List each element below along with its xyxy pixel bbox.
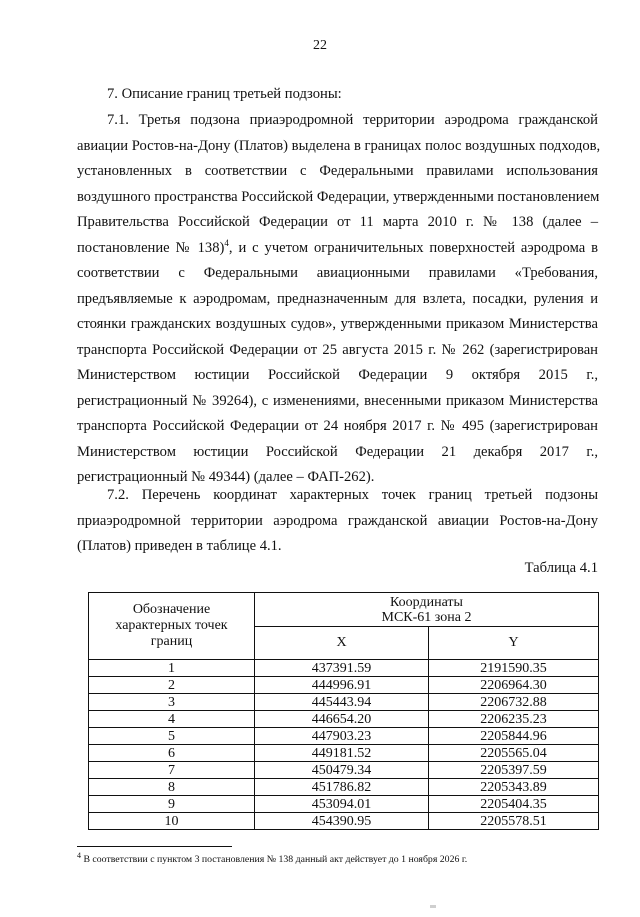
cell-x: 449181.52: [255, 745, 429, 762]
text-line: Министерством юстиции Российской Федерации 9 октября 2015 г.,: [77, 367, 598, 383]
page-number: 22: [313, 38, 327, 53]
cell-point: 7: [89, 762, 255, 779]
text-line: 7.1. Третья подзона приаэродромной территории аэродрома гражданской: [107, 112, 598, 128]
coordinates-table: [88, 592, 599, 830]
text-line: транспорта Российской Федерации от 25 августа 2015 г. № 262 (зарегистрирован: [77, 341, 598, 358]
text-line: стоянки гражданских воздушных судов», утвержденными приказом Министерства: [77, 316, 598, 332]
header-text: границ: [150, 634, 193, 649]
scan-artifact: [430, 905, 436, 908]
text-line: Правительства Российской Федерации от 11 марта 2010 г. № 138 (далее –: [77, 214, 598, 230]
table-row: [89, 677, 599, 694]
text-fragment: , и с учетом ограничительных поверхностей аэродрома в: [228, 239, 598, 256]
table-row: [89, 779, 599, 796]
cell-x: 444996.91: [255, 677, 429, 694]
header-coordinates: [255, 593, 599, 627]
cell-y: 2205404.35: [429, 796, 599, 813]
table-row: [89, 660, 599, 677]
cell-point: 8: [89, 779, 255, 796]
cell-y: 2205397.59: [429, 762, 599, 779]
cell-x: 447903.23: [255, 728, 429, 745]
cell-x: 446654.20: [255, 711, 429, 728]
text-line: авиации Ростов-на-Дону (Платов) выделена в границах полос воздушных подходов,: [77, 137, 601, 154]
table-caption: Таблица 4.1: [524, 560, 598, 576]
cell-point: 1: [89, 660, 255, 677]
table-row: [89, 728, 599, 745]
footnote-marker: 4: [77, 851, 81, 860]
cell-x: 451786.82: [255, 779, 429, 796]
footnote-text: В соответствии с пунктом 3 постановления № 138 данный акт действует до 1 ноября 2026 г.: [81, 854, 468, 865]
cell-point: 5: [89, 728, 255, 745]
cell-y: 2205578.51: [429, 813, 599, 830]
text-line: 7.2. Перечень координат характерных точек границ третьей подзоны: [107, 487, 598, 503]
text-line: Министерством юстиции Российской Федерации 21 декабря 2017 г.,: [77, 443, 598, 460]
cell-point: 2: [89, 677, 255, 694]
text-fragment: постановление № 138): [77, 239, 225, 256]
header-text: Координаты: [390, 594, 463, 610]
text-line: соответствии с Федеральными авиационными правилами «Требования,: [77, 265, 598, 281]
header-y: Y: [429, 627, 599, 660]
table-row: [89, 813, 599, 830]
table-row: [89, 762, 599, 779]
cell-point: 6: [89, 745, 255, 762]
section-7: [77, 82, 598, 108]
table-row: [89, 796, 599, 813]
header-text: характерных точек: [115, 618, 228, 633]
section-heading: 7. Описание границ третьей подзоны:: [107, 86, 342, 102]
header-x: X: [255, 627, 429, 660]
table-body: [89, 660, 599, 830]
cell-y: 2206235.23: [429, 711, 599, 728]
text-line: установленных в соответствии с Федеральными правилами использования: [77, 163, 598, 179]
cell-x: 454390.95: [255, 813, 429, 830]
text-line: транспорта Российской Федерации от 24 ноября 2017 г. № 495 (зарегистрирован: [77, 418, 598, 434]
text-line: регистрационный № 39264), с изменениями, внесенными приказом Министерства: [77, 392, 598, 409]
text-line: приаэродромной территории аэродрома гражданской авиации Ростов-на-Дону: [77, 512, 598, 529]
paragraph-7-2: [77, 483, 598, 560]
paragraph-7-1: [77, 108, 601, 491]
text-line: [77, 236, 598, 262]
cell-point: 10: [89, 813, 255, 830]
cell-point: 4: [89, 711, 255, 728]
table-header-row: [89, 593, 599, 627]
cell-y: 2191590.35: [429, 660, 599, 677]
cell-y: 2206732.88: [429, 694, 599, 711]
cell-x: 453094.01: [255, 796, 429, 813]
cell-x: 445443.94: [255, 694, 429, 711]
header-text: МСК-61 зона 2: [381, 609, 472, 625]
footnote: [77, 851, 617, 865]
cell-y: 2205565.04: [429, 745, 599, 762]
cell-y: 2206964.30: [429, 677, 599, 694]
text-line: воздушного пространства Российской Федерации, утвержденными постановлением: [77, 188, 600, 205]
text-line: регистрационный № 49344) (далее – ФАП-262).: [77, 469, 375, 485]
table-row: [89, 745, 599, 762]
footnote-separator: [77, 846, 232, 847]
footnote-reference: 4: [224, 237, 229, 248]
cell-x: 437391.59: [255, 660, 429, 677]
cell-point: 3: [89, 694, 255, 711]
text-line: (Платов) приведен в таблице 4.1.: [77, 538, 282, 554]
cell-point: 9: [89, 796, 255, 813]
header-point-designation: [89, 593, 255, 660]
text-line: предъявляемые к аэродромам, предназначенным для взлета, посадки, руления и: [77, 290, 598, 307]
cell-x: 450479.34: [255, 762, 429, 779]
table-row: [89, 711, 599, 728]
cell-y: 2205343.89: [429, 779, 599, 796]
header-text: Обозначение: [132, 602, 211, 617]
cell-y: 2205844.96: [429, 728, 599, 745]
table-row: [89, 694, 599, 711]
